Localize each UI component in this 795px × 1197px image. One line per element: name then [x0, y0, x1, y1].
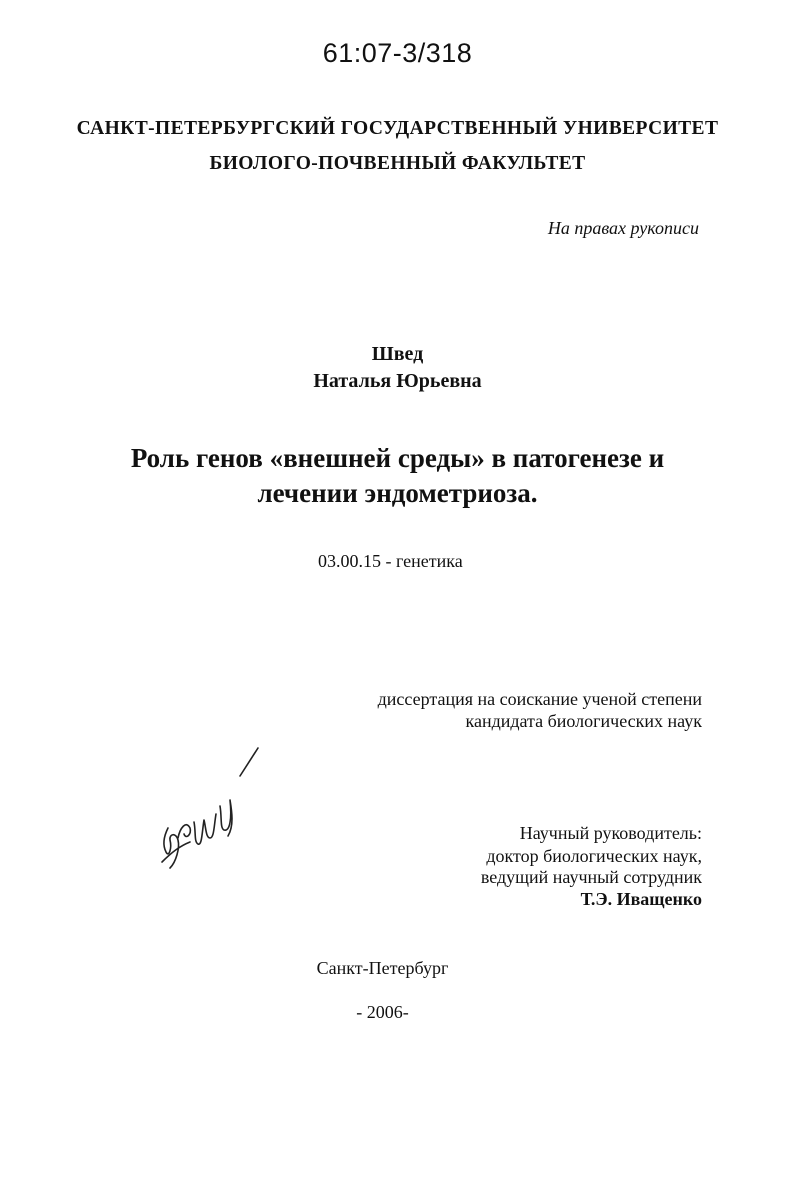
- year: - 2006-: [356, 1002, 409, 1022]
- signature-stroke: [220, 800, 232, 836]
- faculty-name: БИОЛОГО-ПОЧВЕННЫЙ ФАКУЛЬТЕТ: [209, 153, 586, 174]
- handwritten-signature-icon: [150, 740, 280, 880]
- thesis-title-line-1: Роль генов «внешней среды» в патогенезе и: [130, 443, 665, 473]
- signature-stroke: [178, 825, 190, 838]
- university-name: САНКТ-ПЕТЕРБУРГСКИЙ ГОСУДАРСТВЕННЫЙ УНИВЕРСИТЕТ: [76, 118, 719, 139]
- supervisor-position: ведущий научный сотрудник: [480, 867, 702, 887]
- degree-line-2: кандидата биологических наук: [465, 711, 702, 731]
- thesis-title-line-2: лечении эндометриоза.: [257, 478, 538, 508]
- degree-line-1: диссертация на соискание ученой степени: [377, 689, 702, 709]
- manuscript-note: На правах рукописи: [547, 218, 699, 238]
- shelf-mark: 61:07-3/318: [322, 38, 473, 68]
- signature-stroke: [194, 814, 216, 844]
- supervisor-name: Т.Э. Иващенко: [580, 889, 702, 909]
- supervisor-label: Научный руководитель:: [519, 823, 702, 843]
- signature-stroke: [240, 748, 258, 776]
- signature-stroke: [164, 828, 179, 868]
- author-given-names: Наталья Юрьевна: [313, 370, 482, 392]
- author-surname: Швед: [371, 343, 424, 365]
- specialty-code: 03.00.15 - генетика: [318, 551, 463, 571]
- supervisor-degree: доктор биологических наук,: [486, 846, 702, 866]
- city: Санкт-Петербург: [316, 958, 449, 978]
